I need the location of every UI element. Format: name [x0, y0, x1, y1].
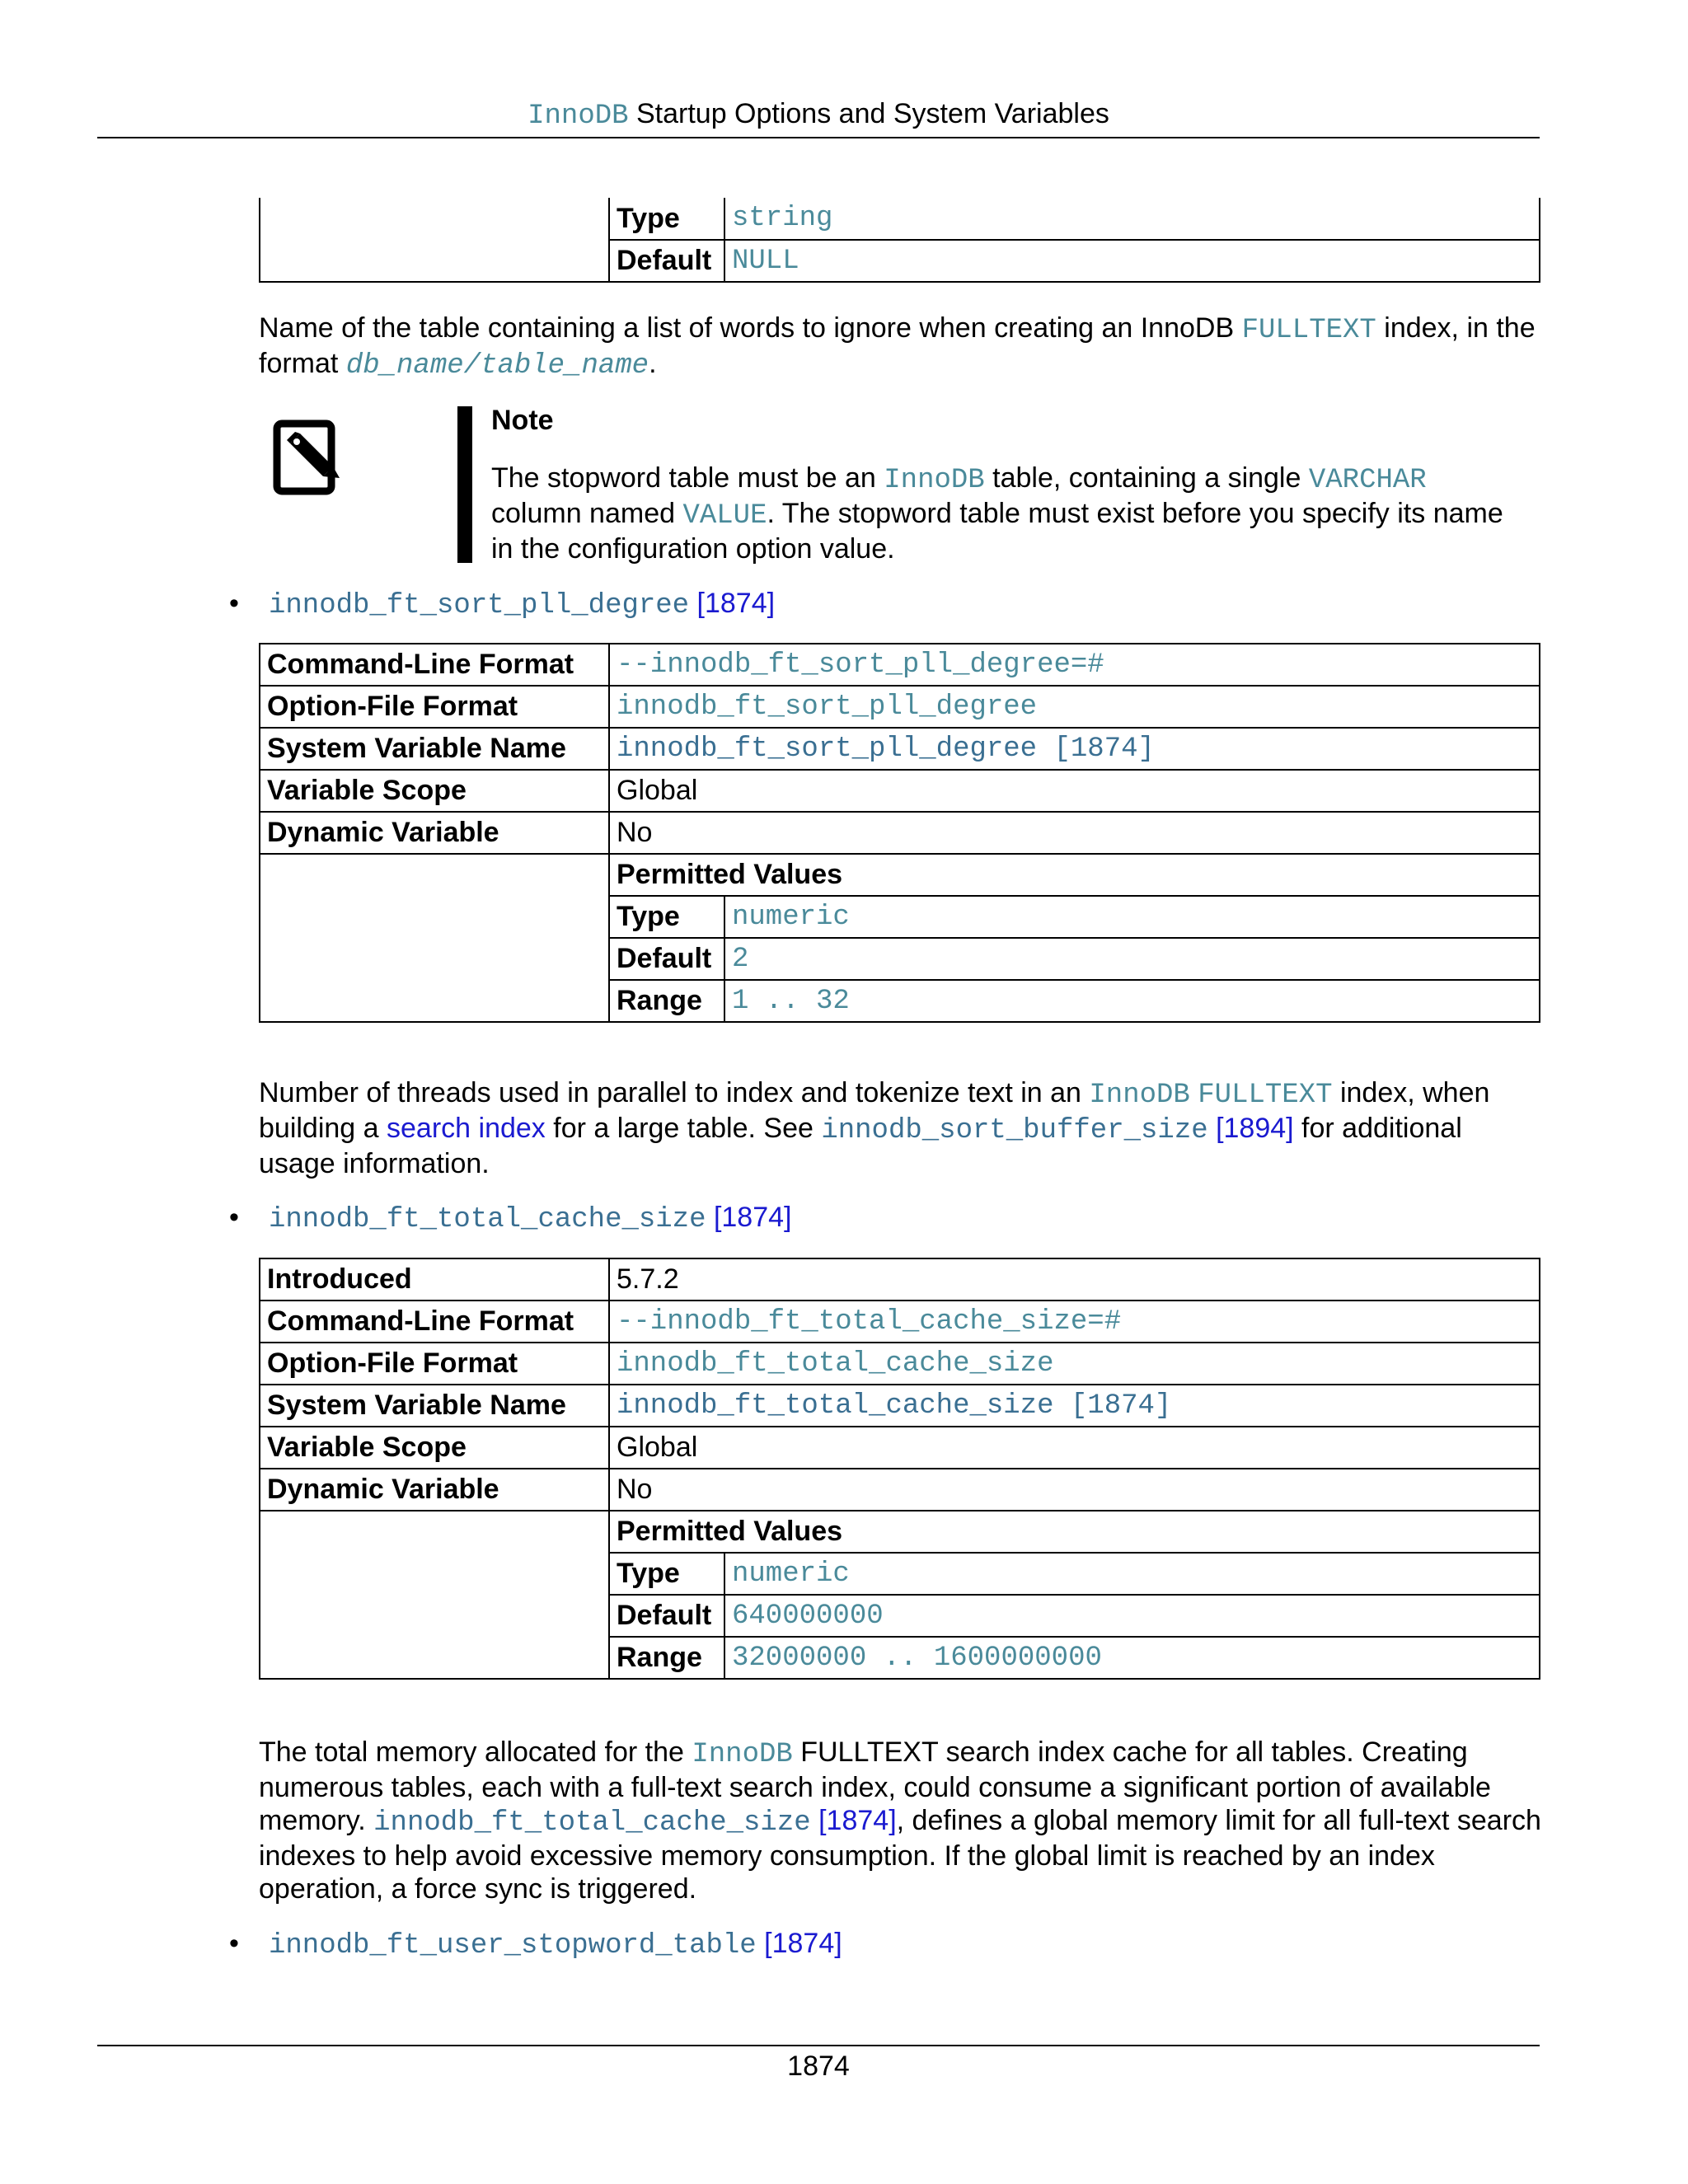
default-value: 640000000: [724, 1595, 1540, 1637]
blank-cell: [260, 854, 609, 1022]
row-label: Variable Scope: [260, 770, 609, 812]
page-ref-link[interactable]: [1874]: [764, 1928, 842, 1959]
row-label: System Variable Name: [260, 728, 609, 770]
code-innodb: InnoDB: [1089, 1080, 1190, 1111]
table-row: [260, 1511, 1540, 1553]
text: index, when building a: [259, 1077, 1490, 1144]
code-innodb: InnoDB: [884, 465, 985, 496]
row-value: No: [609, 1469, 1540, 1511]
row-label: Variable Scope: [260, 1427, 609, 1469]
code-fulltext: FULLTEXT: [1241, 315, 1376, 346]
default-value: 2: [724, 938, 1540, 980]
text: for a large table. See: [545, 1113, 822, 1144]
row-label: Dynamic Variable: [260, 812, 609, 854]
row-value: Global: [609, 1427, 1540, 1469]
table-row: [260, 1258, 1540, 1301]
options-table-sort-pll-degree: [259, 643, 1540, 1023]
table-row: [260, 728, 1540, 770]
note-body: [491, 462, 1513, 565]
table-row: [260, 1343, 1540, 1385]
sort-buffer-size-link[interactable]: innodb_sort_buffer_size: [821, 1115, 1208, 1146]
search-index-link[interactable]: search index: [387, 1113, 546, 1144]
text: Number of threads used in parallel to index and tokenize text in an: [259, 1077, 1090, 1108]
type-value: numeric: [724, 896, 1540, 938]
header-rule: [97, 137, 1540, 138]
permitted-values-heading: Permitted Values: [609, 1511, 1540, 1553]
table-row: [260, 854, 1540, 896]
page-ref-link[interactable]: [1894]: [1216, 1113, 1294, 1144]
header-code: InnoDB: [528, 101, 629, 132]
options-table-total-cache-size: [259, 1258, 1540, 1680]
page-ref-link[interactable]: [1874]: [818, 1805, 897, 1836]
row-value: No: [609, 812, 1540, 854]
blank-cell: [260, 198, 609, 282]
blank-cell: [260, 1511, 609, 1679]
page-number: 1874: [787, 2050, 850, 2082]
table-row: [260, 770, 1540, 812]
table-row: [260, 1469, 1540, 1511]
type-label: Type: [609, 896, 724, 938]
page-ref-link[interactable]: [1874]: [713, 1202, 792, 1233]
text: for additional usage information.: [259, 1113, 1462, 1179]
range-value: 32000000 .. 1600000000: [724, 1637, 1540, 1679]
default-label: Default: [609, 1595, 724, 1637]
text: index, in the format: [259, 312, 1536, 379]
page-header: [97, 92, 1540, 138]
row-label: Option-File Format: [260, 1343, 609, 1385]
code-innodb: InnoDB: [692, 1739, 793, 1770]
text: The stopword table must be an: [491, 462, 884, 494]
text: FULLTEXT search index cache for all tables. Creating numerous tables, each with a full-text search index, could consume a significant portion of available memory.: [259, 1736, 1491, 1836]
bullet-icon: •: [229, 1202, 239, 1233]
code-fulltext: FULLTEXT: [1198, 1080, 1333, 1111]
row-value: --innodb_ft_total_cache_size=#: [609, 1301, 1540, 1343]
type-value: numeric: [724, 1553, 1540, 1595]
row-label: Option-File Format: [260, 686, 609, 728]
note-bar: [457, 406, 472, 563]
row-value-link[interactable]: innodb_ft_total_cache_size [1874]: [609, 1385, 1540, 1427]
text: , defines a global memory limit for all full-text search indexes to help avoid excessive memory consumption. If the global limit is reached by an index operation, a force sync is triggered.: [259, 1805, 1541, 1905]
text: .: [649, 348, 657, 379]
type-value: string: [724, 198, 1540, 240]
sort-pll-degree-description: [259, 1076, 1545, 1180]
variable-link[interactable]: innodb_ft_user_stopword_table: [269, 1930, 757, 1961]
permitted-values-heading: Permitted Values: [609, 854, 1540, 896]
text: Name of the table containing a list of words to ignore when creating an InnoDB: [259, 312, 1242, 344]
total-cache-size-link[interactable]: innodb_ft_total_cache_size: [373, 1807, 811, 1839]
code-varchar: VARCHAR: [1308, 465, 1427, 496]
row-value: innodb_ft_total_cache_size: [609, 1343, 1540, 1385]
table-row: [260, 812, 1540, 854]
table-row: [260, 1385, 1540, 1427]
row-label: Command-Line Format: [260, 1301, 609, 1343]
type-label: Type: [609, 198, 724, 240]
bullet-icon: •: [229, 1928, 239, 1959]
text: The total memory allocated for the: [259, 1736, 692, 1768]
table-row: [260, 686, 1540, 728]
range-label: Range: [609, 980, 724, 1022]
default-label: Default: [609, 240, 724, 282]
row-value-link[interactable]: innodb_ft_sort_pll_degree [1874]: [609, 728, 1540, 770]
row-value: innodb_ft_sort_pll_degree: [609, 686, 1540, 728]
row-value: Global: [609, 770, 1540, 812]
row-label: System Variable Name: [260, 1385, 609, 1427]
row-label: Dynamic Variable: [260, 1469, 609, 1511]
variable-link[interactable]: innodb_ft_sort_pll_degree: [269, 590, 690, 621]
default-label: Default: [609, 938, 724, 980]
stopword-table-description: [259, 312, 1545, 382]
table-row: [260, 1301, 1540, 1343]
type-label: Type: [609, 1553, 724, 1595]
table-row: [260, 198, 1540, 240]
row-label: Introduced: [260, 1258, 609, 1301]
table-row: [260, 1427, 1540, 1469]
note-title: Note: [491, 405, 554, 436]
range-label: Range: [609, 1637, 724, 1679]
default-value: NULL: [724, 240, 1540, 282]
bullet-icon: •: [229, 588, 239, 619]
header-title: Startup Options and System Variables: [628, 98, 1109, 129]
options-table-continued: [259, 198, 1540, 283]
note-icon: [272, 419, 346, 498]
page-ref-link[interactable]: [1874]: [696, 588, 776, 619]
range-value: 1 .. 32: [724, 980, 1540, 1022]
text: table, containing a single: [984, 462, 1309, 494]
row-label: Command-Line Format: [260, 644, 609, 686]
row-value: --innodb_ft_sort_pll_degree=#: [609, 644, 1540, 686]
total-cache-size-description: [259, 1736, 1545, 1905]
variable-link[interactable]: innodb_ft_total_cache_size: [269, 1204, 706, 1235]
code-value: VALUE: [682, 500, 767, 532]
text: . The stopword table must exist before you specify its name in the configuration option value.: [491, 498, 1503, 565]
table-row: [260, 644, 1540, 686]
text: column named: [491, 498, 683, 529]
code-db-table-name: db_name/table_name: [345, 350, 649, 382]
row-value: 5.7.2: [609, 1258, 1540, 1301]
